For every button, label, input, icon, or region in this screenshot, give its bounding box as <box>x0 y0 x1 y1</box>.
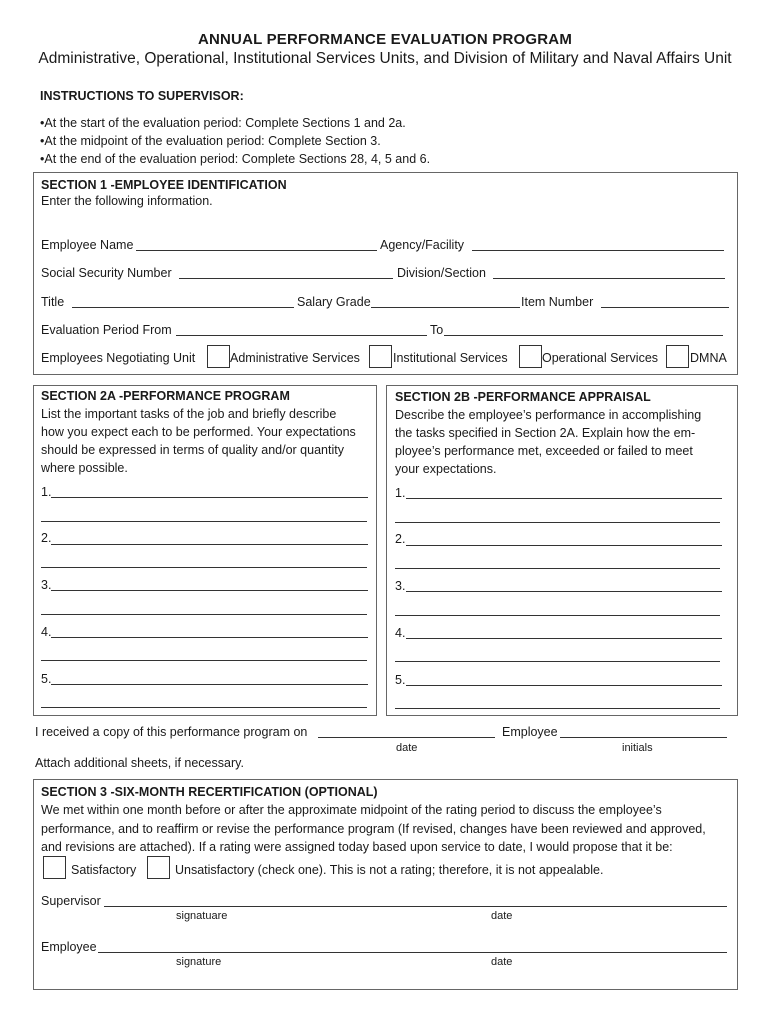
appraisal-number: 4. <box>395 626 406 640</box>
item-number-label: Item Number <box>521 295 594 309</box>
employee-name-field[interactable] <box>136 250 377 251</box>
receipt-text: I received a copy of this performance program on <box>35 725 308 739</box>
task-number: 3. <box>41 578 52 592</box>
dmna-label: DMNA <box>690 351 727 365</box>
receipt-date-field[interactable] <box>318 737 495 738</box>
section2b-desc: the tasks specified in Section 2A. Explain how the em- <box>395 426 696 440</box>
task-line[interactable] <box>51 684 368 685</box>
section2a-desc: should be expressed in terms of quality and/or quantity <box>41 443 344 457</box>
form-title: ANNUAL PERFORMANCE EVALUATION PROGRAM <box>197 31 573 48</box>
section2a-desc: where possible. <box>41 461 128 475</box>
title-label: Title <box>41 295 65 309</box>
appraisal-line[interactable] <box>406 498 722 499</box>
title-field[interactable] <box>72 307 294 308</box>
section3-paragraph: performance, and to reaffirm or revise the performance program (If revised, changes have been reviewed and approved, <box>41 822 706 836</box>
appraisal-line[interactable] <box>395 661 720 662</box>
section3-heading: SECTION 3 -SIX-MONTH RECERTIFICATION (OPTIONAL) <box>41 785 378 799</box>
task-number: 1. <box>41 485 52 499</box>
institutional-services-checkbox[interactable] <box>369 345 392 368</box>
section2b-desc: Describe the employee’s performance in accomplishing <box>395 408 702 422</box>
section3-paragraph: We met within one month before or after the approximate midpoint of the rating period to discuss the employee’s <box>41 803 662 817</box>
employee-signature-field[interactable] <box>98 952 727 953</box>
receipt-employee-label: Employee <box>502 725 558 739</box>
eval-to-field[interactable] <box>444 335 723 336</box>
operational-services-checkbox[interactable] <box>519 345 542 368</box>
appraisal-line[interactable] <box>406 685 722 686</box>
section2a-heading: SECTION 2A -PERFORMANCE PROGRAM <box>41 389 290 403</box>
section1-heading: SECTION 1 -EMPLOYEE IDENTIFICATION <box>41 178 287 192</box>
salary-grade-field[interactable] <box>371 307 520 308</box>
ssn-field[interactable] <box>179 278 393 279</box>
appraisal-line[interactable] <box>406 545 722 546</box>
section2b-desc: ployee’s performance met, exceeded or failed to meet <box>395 444 693 458</box>
unsatisfactory-checkbox[interactable] <box>147 856 170 879</box>
appraisal-line[interactable] <box>395 522 720 523</box>
task-number: 2. <box>41 531 52 545</box>
satisfactory-checkbox[interactable] <box>43 856 66 879</box>
employee-date-caption: date <box>491 956 513 968</box>
appraisal-line[interactable] <box>406 591 722 592</box>
instruction-item: •At the midpoint of the evaluation period: Complete Section 3. <box>40 134 381 148</box>
section2a-desc: how you expect each to be performed. Your expectations <box>41 425 356 439</box>
supervisor-date-caption: date <box>491 910 513 922</box>
negotiating-unit-label: Employees Negotiating Unit <box>41 351 196 365</box>
employee-name-label: Employee Name <box>41 238 134 252</box>
form-subtitle: Administrative, Operational, Institutional Services Units, and Division of Military and Naval Affairs Unit <box>38 50 732 67</box>
institutional-services-label: Institutional Services <box>393 351 508 365</box>
task-line[interactable] <box>51 590 368 591</box>
satisfactory-label: Satisfactory <box>71 863 137 877</box>
eval-to-label: To <box>430 323 444 337</box>
employee-signature-caption: signature <box>176 956 222 968</box>
agency-facility-field[interactable] <box>472 250 724 251</box>
supervisor-signature-caption: signatuare <box>176 910 228 922</box>
task-line[interactable] <box>41 707 367 708</box>
administrative-services-label: Administrative Services <box>230 351 360 365</box>
appraisal-line[interactable] <box>406 638 722 639</box>
division-section-field[interactable] <box>493 278 725 279</box>
appraisal-number: 2. <box>395 532 406 546</box>
appraisal-line[interactable] <box>395 708 720 709</box>
operational-services-label: Operational Services <box>542 351 659 365</box>
task-line[interactable] <box>51 544 368 545</box>
instruction-item: •At the end of the evaluation period: Complete Sections 28, 4, 5 and 6. <box>40 152 431 166</box>
unsatisfactory-label: Unsatisfactory (check one). This is not a rating; therefore, it is not appealable. <box>175 863 604 877</box>
division-section-label: Division/Section <box>397 266 486 280</box>
employee-label: Employee <box>41 940 97 954</box>
section2b-desc: your expectations. <box>395 462 497 476</box>
appraisal-line[interactable] <box>395 568 720 569</box>
appraisal-number: 1. <box>395 486 406 500</box>
eval-from-field[interactable] <box>176 335 427 336</box>
supervisor-signature-field[interactable] <box>104 906 727 907</box>
attach-note: Attach additional sheets, if necessary. <box>35 756 244 770</box>
instruction-item: •At the start of the evaluation period: Complete Sections 1 and 2a. <box>40 116 406 130</box>
item-number-field[interactable] <box>601 307 729 308</box>
supervisor-label: Supervisor <box>41 894 101 908</box>
appraisal-number: 3. <box>395 579 406 593</box>
section2a-desc: List the important tasks of the job and briefly describe <box>41 407 337 421</box>
instructions-heading: INSTRUCTIONS TO SUPERVISOR: <box>40 89 244 103</box>
administrative-services-checkbox[interactable] <box>207 345 230 368</box>
receipt-date-caption: date <box>396 742 418 754</box>
task-line[interactable] <box>51 497 368 498</box>
section1-intro: Enter the following information. <box>41 194 213 208</box>
appraisal-number: 5. <box>395 673 406 687</box>
section2b-heading: SECTION 2B -PERFORMANCE APPRAISAL <box>395 390 651 404</box>
appraisal-line[interactable] <box>395 615 720 616</box>
agency-facility-label: Agency/Facility <box>380 238 465 252</box>
eval-from-label: Evaluation Period From <box>41 323 172 337</box>
task-line[interactable] <box>41 567 367 568</box>
task-number: 5. <box>41 672 52 686</box>
dmna-checkbox[interactable] <box>666 345 689 368</box>
task-line[interactable] <box>41 521 367 522</box>
ssn-label: Social Security Number <box>41 266 172 280</box>
task-line[interactable] <box>41 614 367 615</box>
salary-grade-label: Salary Grade <box>297 295 371 309</box>
task-line[interactable] <box>51 637 368 638</box>
receipt-initials-field[interactable] <box>560 737 727 738</box>
task-line[interactable] <box>41 660 367 661</box>
task-number: 4. <box>41 625 52 639</box>
section3-paragraph: and revisions are attached). If a rating were assigned today based upon service to date, I would propose that it be: <box>41 840 673 854</box>
receipt-initials-caption: initials <box>622 742 653 754</box>
